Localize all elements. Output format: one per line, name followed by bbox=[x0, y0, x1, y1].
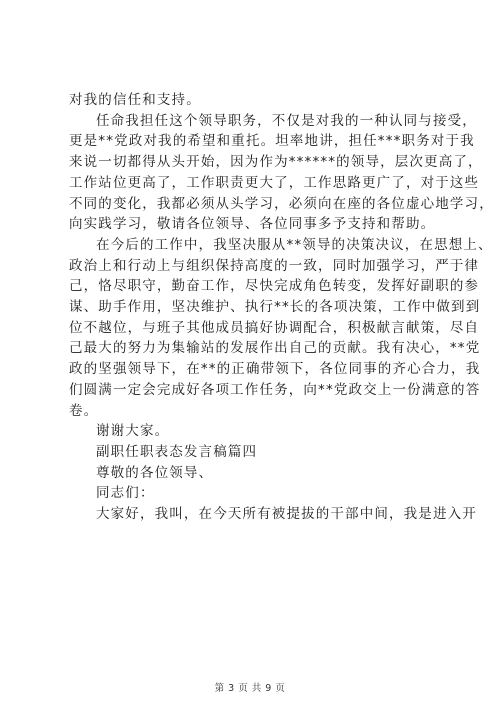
text-line: 在今后的工作中，我坚决服从**领导的决策决议，在思想上、 bbox=[96, 236, 493, 253]
text-line: 卷。 bbox=[69, 402, 99, 419]
text-line: 谢谢大家。 bbox=[96, 423, 170, 440]
text-line: 们圆满一定会完成好各项工作任务，向**党政交上一份满意的答 bbox=[69, 381, 481, 398]
text-line: 不同的变化，我都必须从头学习，必须向在座的各位虚心地学习， bbox=[69, 195, 494, 212]
text-line: 来说一切都得从头开始，因为作为******的领导，层次更高了， bbox=[69, 154, 483, 171]
text-line: 位不越位，与班子其他成员搞好协调配合，积极献言献策，尽自 bbox=[69, 319, 480, 336]
text-line: 己，恪尽职守，勤奋工作，尽快完成角色转变，发挥好副职的参 bbox=[69, 278, 480, 295]
page-number-footer: 第 3 页 共 9 页 bbox=[214, 683, 286, 694]
text-line: 尊敬的各位领导、 bbox=[96, 464, 214, 481]
section-heading: 副职任职表态发言稿篇四 bbox=[96, 443, 258, 460]
text-line: 对我的信任和支持。 bbox=[69, 92, 201, 108]
text-line: 任命我担任这个领导职务，不仅是对我的一种认同与接受， bbox=[96, 112, 477, 129]
text-line: 大家好，我叫，在今天所有被提拔的干部中间，我是进入开 bbox=[96, 506, 477, 523]
text-line: 谋、助手作用，坚决维护、执行**长的各项决策，工作中做到到 bbox=[69, 299, 481, 316]
document-body bbox=[69, 90, 494, 525]
text-line: 同志们： bbox=[96, 485, 155, 502]
text-line: 政的坚强领导下，在**的正确带领下，各位同事的齐心合力，我 bbox=[69, 361, 481, 378]
text-line: 己最大的努力为集输站的发展作出自己的贡献。我有决心，**党 bbox=[69, 340, 481, 357]
text-line: 更是**党政对我的希望和重托。坦率地讲，担任***职务对于我 bbox=[69, 133, 475, 150]
text-line: 工作站位更高了，工作职责更大了，工作思路更广了，对于这些 bbox=[69, 174, 480, 191]
text-line: 政治上和行动上与组织保持高度的一致，同时加强学习，严于律 bbox=[69, 257, 480, 274]
text-line: 向实践学习，敬请各位领导、各位同事多予支持和帮助。 bbox=[69, 216, 436, 233]
